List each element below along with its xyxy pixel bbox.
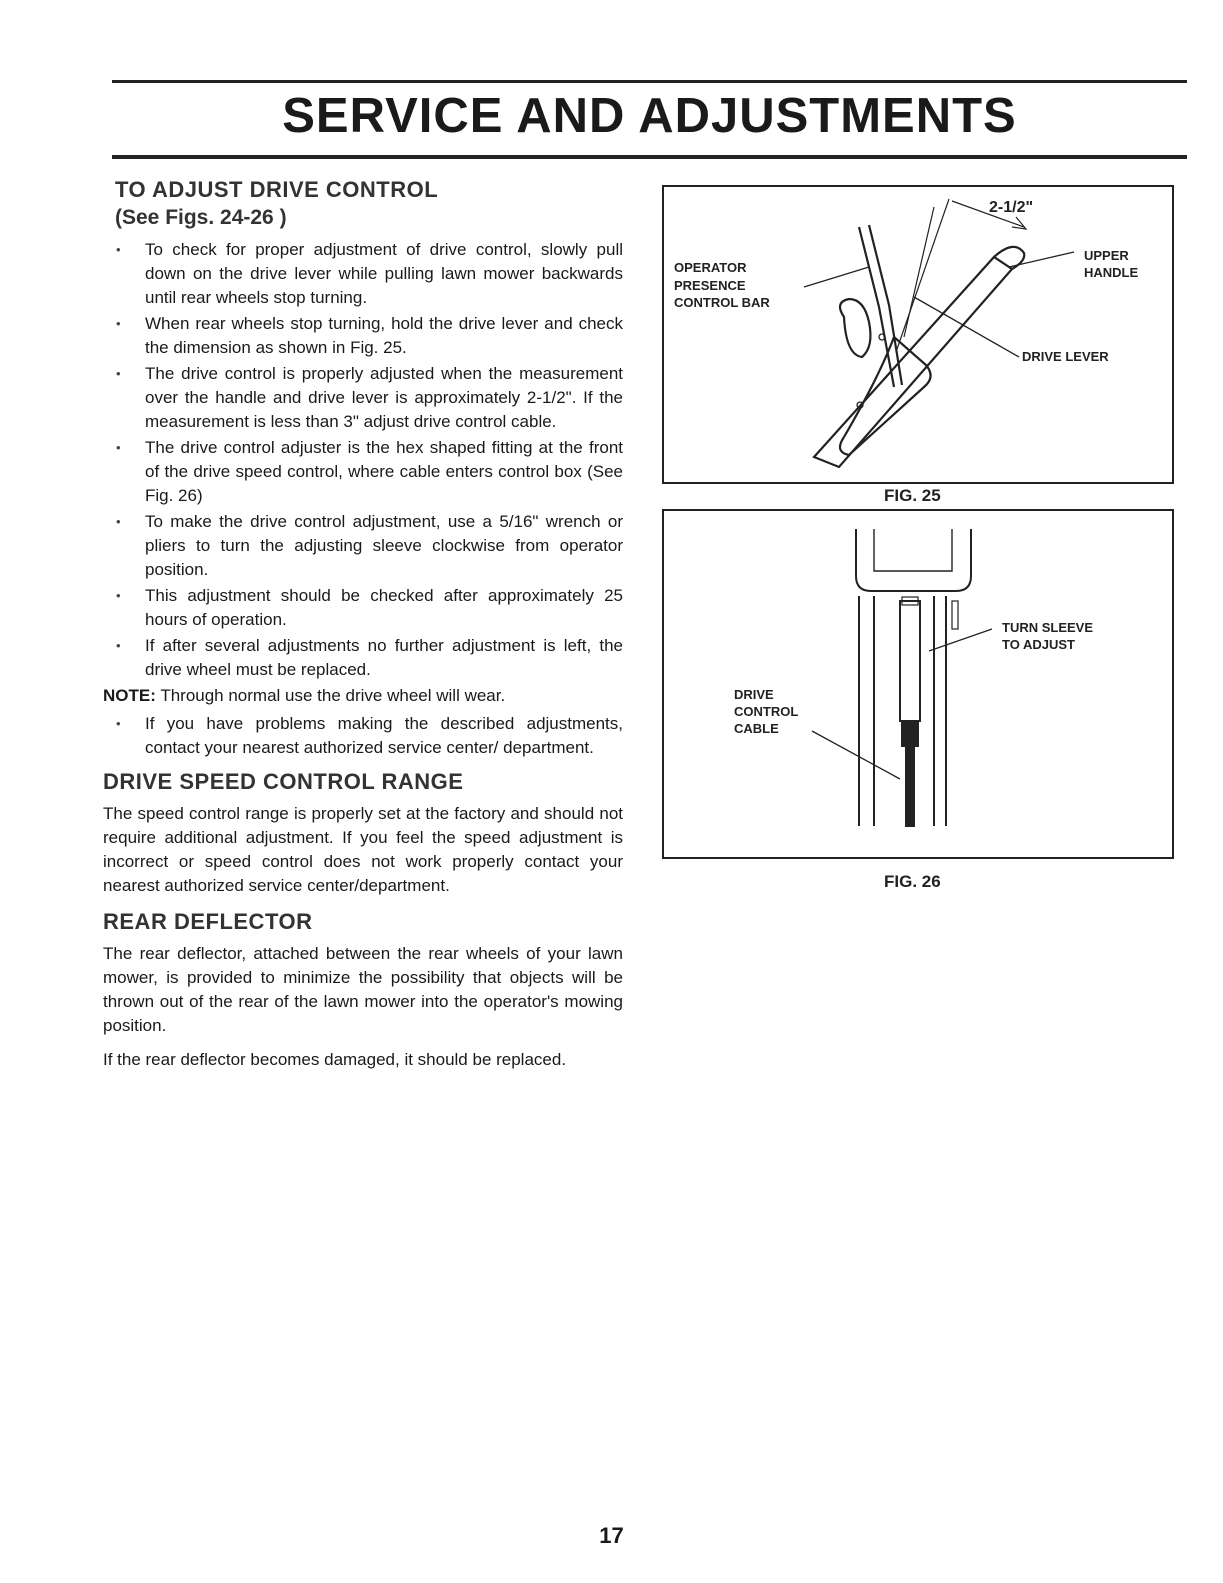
list-item: • To make the drive control adjustment, use a 5/16" wrench or pliers to turn the adjusting sleeve clockwise from operator position. [103,510,623,582]
speed-range-text: The speed control range is properly set at the factory and should not require additional adjustment. If you feel the speed adjustment is incorrect or speed control does not work properly contact your nearest authorized service center/department. [103,804,623,895]
wear-note [103,684,623,708]
operator-label-line-1: OPERATOR [674,260,747,275]
list-item: • The drive control is properly adjusted when the measurement over the handle and drive lever is approximately 2-1/2". If the measurement is less than 3" adjust drive control cable. [103,362,623,434]
left-column [103,176,623,1082]
drive-control-steps [103,238,623,682]
list-item: • The drive control adjuster is the hex shaped fitting at the front of the drive speed control, where cable enters control box (See Fig. 26) [103,436,623,508]
cable-label-line-1: DRIVE [734,687,774,702]
drive-lever-label: DRIVE LEVER [1022,349,1109,364]
turn-sleeve-label-line-2: TO ADJUST [1002,637,1075,652]
drive-control-heading: TO ADJUST DRIVE CONTROL [115,177,439,202]
fig-26-caption: FIG. 26 [884,872,941,891]
rear-deflector-heading: REAR DEFLECTOR [103,909,313,934]
list-item: • To check for proper adjustment of drive control, slowly pull down on the drive lever while pulling lawn mower backwards until rear wheels stop turning. [103,238,623,310]
page-number: 17 [599,1523,624,1548]
drive-control-subheading: (See Figs. 24-26 ) [115,206,287,229]
operator-label-line-2: PRESENCE [674,278,746,293]
note-label: NOTE: [103,686,156,705]
cable-label-line-2: CONTROL [734,704,799,719]
fig-25-caption: FIG. 25 [884,486,941,505]
rear-deflector-para-1: The rear deflector, attached between the rear wheels of your lawn mower, is provided to minimize the possibility that objects will be thrown out of the rear of the lawn mower into the operator's mowing position. [103,944,623,1035]
speed-range-heading: DRIVE SPEED CONTROL RANGE [103,769,464,794]
top-rule [112,80,1187,83]
list-item: • This adjustment should be checked after approximately 25 hours of operation. [103,584,623,632]
list-item: • If after several adjustments no further adjustment is left, the drive wheel must be replaced. [103,634,623,682]
dimension-label: 2-1/2" [989,199,1034,216]
handle-drive-lever-illustration [664,187,1172,482]
upper-handle-label-line-1: UPPER [1084,248,1129,263]
service-contact-list [103,712,623,760]
figure-26 [662,509,1174,859]
title-bottom-rule [112,155,1187,159]
rear-deflector-para-2: If the rear deflector becomes damaged, it should be replaced. [103,1050,567,1069]
control-cable-illustration [664,511,1172,857]
upper-handle-label-line-2: HANDLE [1084,265,1139,280]
figure-25 [662,185,1174,484]
cable-label-line-3: CABLE [734,721,779,736]
operator-label-line-3: CONTROL BAR [674,295,770,310]
turn-sleeve-label-line-1: TURN SLEEVE [1002,620,1094,635]
note-text: Through normal use the drive wheel will wear. [160,686,506,705]
list-item: • When rear wheels stop turning, hold the drive lever and check the dimension as shown in Fig. 25. [103,312,623,360]
page-title: SERVICE AND ADJUSTMENTS [282,89,1017,143]
list-item: • If you have problems making the described adjustments, contact your nearest authorized service center/ department. [103,712,623,760]
